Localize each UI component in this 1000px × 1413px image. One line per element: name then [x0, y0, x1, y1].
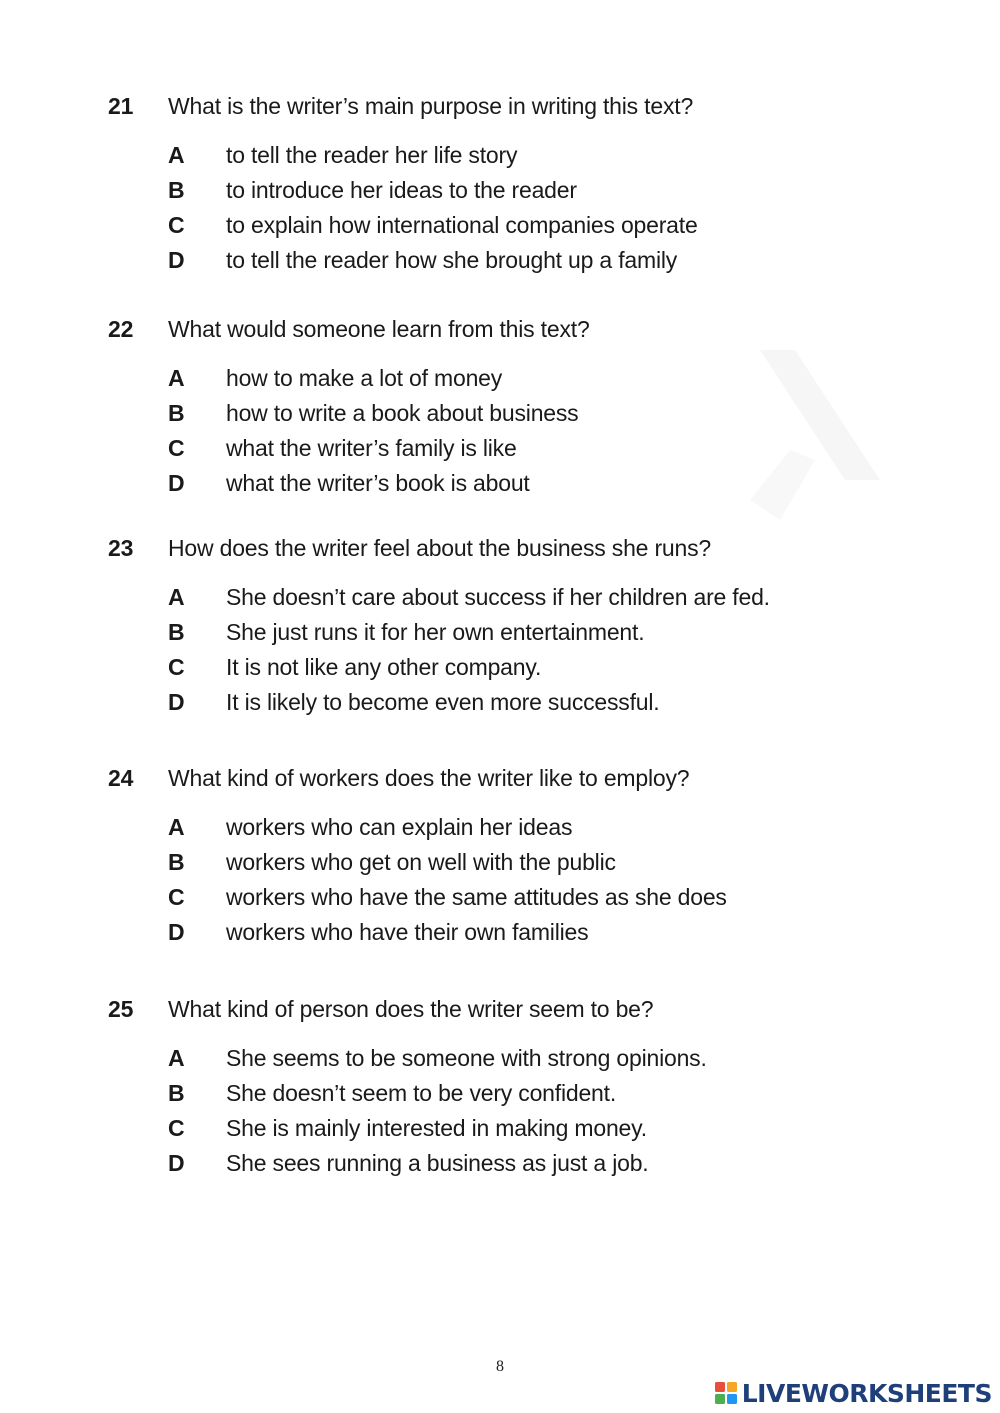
option-c[interactable]	[108, 1115, 908, 1150]
option-letter: D	[168, 1150, 185, 1176]
option-text: She just runs it for her own entertainment.	[226, 619, 645, 645]
question-number: 25	[108, 996, 134, 1022]
option-text: how to make a lot of money	[226, 365, 503, 391]
option-text: workers who get on well with the public	[226, 849, 616, 875]
option-text: how to write a book about business	[226, 400, 579, 426]
answer-options	[108, 142, 908, 282]
option-text: what the writer’s family is like	[226, 435, 517, 461]
question-number: 23	[108, 535, 134, 561]
question-23	[108, 535, 908, 724]
question-header	[108, 996, 908, 1023]
option-letter: B	[168, 849, 185, 875]
question-22	[108, 316, 908, 505]
option-a[interactable]	[108, 584, 908, 619]
option-letter: D	[168, 919, 185, 945]
option-text: to introduce her ideas to the reader	[226, 177, 577, 203]
option-text: It is not like any other company.	[226, 654, 542, 680]
option-text: to tell the reader how she brought up a family	[226, 247, 678, 273]
option-letter: A	[168, 142, 185, 168]
question-number: 21	[108, 93, 134, 119]
option-letter: B	[168, 177, 185, 203]
option-b[interactable]	[108, 1080, 908, 1115]
option-text: It is likely to become even more successful.	[226, 689, 660, 715]
option-letter: D	[168, 247, 185, 273]
option-d[interactable]	[108, 247, 908, 282]
option-letter: A	[168, 365, 185, 391]
option-text: workers who have the same attitudes as she does	[226, 884, 727, 910]
answer-options	[108, 1045, 908, 1185]
question-text: What kind of workers does the writer like to employ?	[168, 765, 690, 791]
option-letter: A	[168, 814, 185, 840]
option-text: to tell the reader her life story	[226, 142, 518, 168]
answer-options	[108, 814, 908, 954]
option-letter: D	[168, 470, 185, 496]
option-b[interactable]	[108, 400, 908, 435]
option-letter: C	[168, 884, 185, 910]
option-text: workers who have their own families	[226, 919, 589, 945]
option-letter: A	[168, 1045, 185, 1071]
option-a[interactable]	[108, 142, 908, 177]
answer-options	[108, 584, 908, 724]
option-a[interactable]	[108, 365, 908, 400]
option-text: workers who can explain her ideas	[226, 814, 573, 840]
option-d[interactable]	[108, 689, 908, 724]
option-b[interactable]	[108, 619, 908, 654]
question-header	[108, 535, 908, 562]
question-text: What would someone learn from this text?	[168, 316, 590, 342]
question-24	[108, 765, 908, 954]
option-c[interactable]	[108, 884, 908, 919]
option-text: to explain how international companies operate	[226, 212, 698, 238]
question-number: 24	[108, 765, 134, 791]
question-25	[108, 996, 908, 1185]
option-letter: B	[168, 1080, 185, 1106]
option-c[interactable]	[108, 654, 908, 689]
option-b[interactable]	[108, 177, 908, 212]
option-text: She seems to be someone with strong opinions.	[226, 1045, 707, 1071]
option-d[interactable]	[108, 470, 908, 505]
option-b[interactable]	[108, 849, 908, 884]
option-letter: C	[168, 1115, 185, 1141]
question-text: How does the writer feel about the business she runs?	[168, 535, 711, 561]
option-letter: C	[168, 654, 185, 680]
question-21	[108, 93, 908, 282]
option-letter: A	[168, 584, 185, 610]
option-c[interactable]	[108, 435, 908, 470]
answer-options	[108, 365, 908, 505]
option-letter: C	[168, 435, 185, 461]
option-c[interactable]	[108, 212, 908, 247]
option-letter: B	[168, 400, 185, 426]
liveworksheets-brand[interactable]	[714, 1378, 992, 1408]
liveworksheets-wordmark: LIVEWORKSHEETS	[741, 1378, 992, 1408]
question-number: 22	[108, 316, 134, 342]
page-number: 8	[496, 1358, 504, 1375]
liveworksheets-logo-icon	[714, 1381, 738, 1405]
question-header	[108, 93, 908, 120]
question-header	[108, 316, 908, 343]
option-letter: B	[168, 619, 185, 645]
option-letter: D	[168, 689, 185, 715]
option-text: She sees running a business as just a job.	[226, 1150, 649, 1176]
question-header	[108, 765, 908, 792]
option-a[interactable]	[108, 1045, 908, 1080]
option-text: She doesn’t seem to be very confident.	[226, 1080, 617, 1106]
option-a[interactable]	[108, 814, 908, 849]
option-d[interactable]	[108, 1150, 908, 1185]
question-text: What kind of person does the writer seem to be?	[168, 996, 654, 1022]
option-letter: C	[168, 212, 185, 238]
question-text: What is the writer’s main purpose in writing this text?	[168, 93, 694, 119]
option-text: She is mainly interested in making money.	[226, 1115, 647, 1141]
option-text: what the writer’s book is about	[226, 470, 530, 496]
option-d[interactable]	[108, 919, 908, 954]
option-text: She doesn’t care about success if her children are fed.	[226, 584, 770, 610]
